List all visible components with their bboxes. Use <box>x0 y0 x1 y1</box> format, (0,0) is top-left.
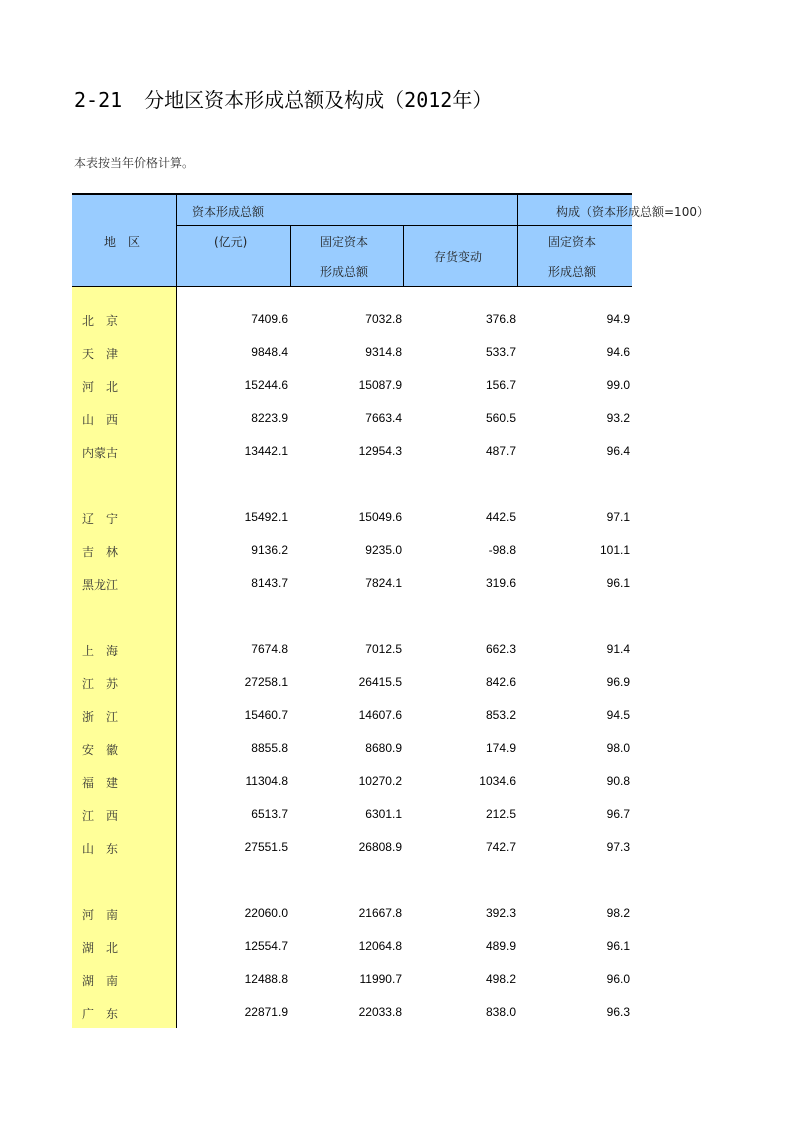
fixed-cell: 6301.1 <box>365 807 402 821</box>
region-cell: 江 西 <box>82 809 119 823</box>
total-cell: 13442.1 <box>244 444 288 458</box>
table-note: 本表按当年价格计算。 <box>74 156 195 170</box>
fixed-cell: 15049.6 <box>358 510 402 524</box>
share-cell: 93.2 <box>606 411 630 425</box>
fixed-cell: 7032.8 <box>365 312 402 326</box>
inventory-cell: 842.6 <box>485 675 516 689</box>
region-cell: 山 东 <box>82 842 119 856</box>
total-cell: 27258.1 <box>244 675 288 689</box>
inventory-cell: 533.7 <box>485 345 516 359</box>
header-region: 地 区 <box>104 235 141 249</box>
share-cell: 96.4 <box>606 444 630 458</box>
total-cell: 9136.2 <box>251 543 288 557</box>
share-cell: 97.1 <box>606 510 630 524</box>
table-row <box>72 675 632 695</box>
table-row <box>72 411 632 431</box>
inventory-cell: 489.9 <box>485 939 516 953</box>
region-cell: 浙 江 <box>82 710 119 724</box>
total-cell: 22871.9 <box>244 1005 288 1019</box>
fixed-cell: 21667.8 <box>358 906 402 920</box>
total-cell: 7409.6 <box>251 312 288 326</box>
inventory-cell: 487.7 <box>485 444 516 458</box>
table-row <box>72 444 632 464</box>
share-cell: 96.1 <box>606 576 630 590</box>
fixed-cell: 12064.8 <box>358 939 402 953</box>
page-title <box>74 84 492 113</box>
total-cell: 8855.8 <box>251 741 288 755</box>
region-cell: 湖 北 <box>82 941 119 955</box>
table-title: 分地区资本形成总额及构成（2012年） <box>144 88 493 112</box>
region-cell: 江 苏 <box>82 677 119 691</box>
total-cell: 27551.5 <box>244 840 288 854</box>
fixed-cell: 11990.7 <box>359 972 402 986</box>
table-row <box>72 906 632 926</box>
inventory-cell: 560.5 <box>485 411 516 425</box>
region-cell: 上 海 <box>82 644 119 658</box>
inventory-cell: 156.7 <box>485 378 516 392</box>
header-total-unit: (亿元) <box>214 235 248 249</box>
inventory-cell: 212.5 <box>485 807 516 821</box>
table-row <box>72 345 632 365</box>
inventory-cell: 853.2 <box>485 708 516 722</box>
share-cell: 98.2 <box>606 906 630 920</box>
header-composition: 构成（资本形成总额=100） <box>556 205 709 219</box>
table-row <box>72 642 632 662</box>
fixed-cell: 7012.5 <box>365 642 402 656</box>
region-cell: 福 建 <box>82 776 119 790</box>
share-cell: 98.0 <box>606 741 630 755</box>
share-cell: 96.9 <box>606 675 630 689</box>
header-divider <box>403 225 404 287</box>
total-cell: 12554.7 <box>244 939 288 953</box>
total-cell: 15492.1 <box>244 510 288 524</box>
header-divider <box>290 225 291 287</box>
table-row <box>72 312 632 332</box>
header-fixed-line2: 形成总额 <box>320 265 369 279</box>
region-cell: 内蒙古 <box>82 446 119 460</box>
data-table <box>72 193 709 1028</box>
region-cell: 湖 南 <box>82 974 119 988</box>
total-cell: 11304.8 <box>245 774 288 788</box>
total-cell: 22060.0 <box>244 906 288 920</box>
share-cell: 96.3 <box>606 1005 630 1019</box>
header-comp-fixed-line2: 形成总额 <box>548 265 597 279</box>
region-cell: 辽 宁 <box>82 512 119 526</box>
region-cell: 黑龙江 <box>82 578 119 592</box>
region-cell: 天 津 <box>82 347 119 361</box>
header-total: 资本形成总额 <box>192 205 265 219</box>
region-cell: 广 东 <box>82 1007 119 1021</box>
region-cell: 吉 林 <box>82 545 119 559</box>
table-row <box>72 378 632 398</box>
table-row <box>72 576 632 596</box>
table-row <box>72 708 632 728</box>
total-cell: 15244.6 <box>244 378 288 392</box>
region-cell: 安 徽 <box>82 743 119 757</box>
fixed-cell: 26808.9 <box>358 840 402 854</box>
inventory-cell: 442.5 <box>485 510 516 524</box>
region-cell: 山 西 <box>82 413 119 427</box>
total-cell: 15460.7 <box>244 708 288 722</box>
inventory-cell: 319.6 <box>485 576 516 590</box>
table-row <box>72 510 632 530</box>
fixed-cell: 10270.2 <box>358 774 402 788</box>
table-row <box>72 543 632 563</box>
fixed-cell: 7824.1 <box>365 576 402 590</box>
inventory-cell: 838.0 <box>485 1005 516 1019</box>
share-cell: 90.8 <box>606 774 630 788</box>
total-cell: 12488.8 <box>244 972 288 986</box>
fixed-cell: 8680.9 <box>365 741 402 755</box>
fixed-cell: 12954.3 <box>358 444 402 458</box>
header-fixed-line1: 固定资本 <box>320 235 369 249</box>
fixed-cell: 7663.4 <box>365 411 402 425</box>
total-cell: 8143.7 <box>251 576 288 590</box>
share-cell: 101.1 <box>599 543 630 557</box>
share-cell: 94.5 <box>606 708 630 722</box>
inventory-cell: 662.3 <box>485 642 516 656</box>
header-inventory: 存货变动 <box>434 250 483 264</box>
region-cell: 河 南 <box>82 908 119 922</box>
table-row <box>72 972 632 992</box>
share-cell: 99.0 <box>606 378 630 392</box>
fixed-cell: 22033.8 <box>358 1005 402 1019</box>
share-cell: 96.0 <box>606 972 630 986</box>
header-comp-fixed-line1: 固定资本 <box>548 235 597 249</box>
region-cell: 河 北 <box>82 380 119 394</box>
total-cell: 9848.4 <box>251 345 288 359</box>
header-divider <box>176 195 177 287</box>
total-cell: 7674.8 <box>251 642 288 656</box>
share-cell: 91.4 <box>606 642 630 656</box>
table-number: 2-21 <box>74 88 123 112</box>
fixed-cell: 14607.6 <box>358 708 402 722</box>
region-cell: 北 京 <box>82 314 119 328</box>
share-cell: 94.9 <box>606 312 630 326</box>
fixed-cell: 9314.8 <box>365 345 402 359</box>
table-row <box>72 774 632 794</box>
inventory-cell: 376.8 <box>485 312 516 326</box>
inventory-cell: 392.3 <box>485 906 516 920</box>
share-cell: 97.3 <box>606 840 630 854</box>
header-divider <box>176 225 632 226</box>
share-cell: 96.7 <box>606 807 630 821</box>
table-header <box>72 195 709 287</box>
table-row <box>72 1005 632 1025</box>
table-row <box>72 840 632 860</box>
total-cell: 6513.7 <box>251 807 288 821</box>
share-cell: 96.1 <box>606 939 630 953</box>
share-cell: 94.6 <box>606 345 630 359</box>
inventory-cell: 742.7 <box>485 840 516 854</box>
total-cell: 8223.9 <box>251 411 288 425</box>
table-row <box>72 807 632 827</box>
inventory-cell: 174.9 <box>485 741 516 755</box>
inventory-cell: 498.2 <box>485 972 516 986</box>
header-divider <box>517 195 518 287</box>
table-row <box>72 939 632 959</box>
fixed-cell: 9235.0 <box>365 543 402 557</box>
inventory-cell: 1034.6 <box>479 774 516 788</box>
table-row <box>72 741 632 761</box>
fixed-cell: 26415.5 <box>358 675 402 689</box>
fixed-cell: 15087.9 <box>358 378 402 392</box>
inventory-cell: -98.8 <box>488 543 516 557</box>
